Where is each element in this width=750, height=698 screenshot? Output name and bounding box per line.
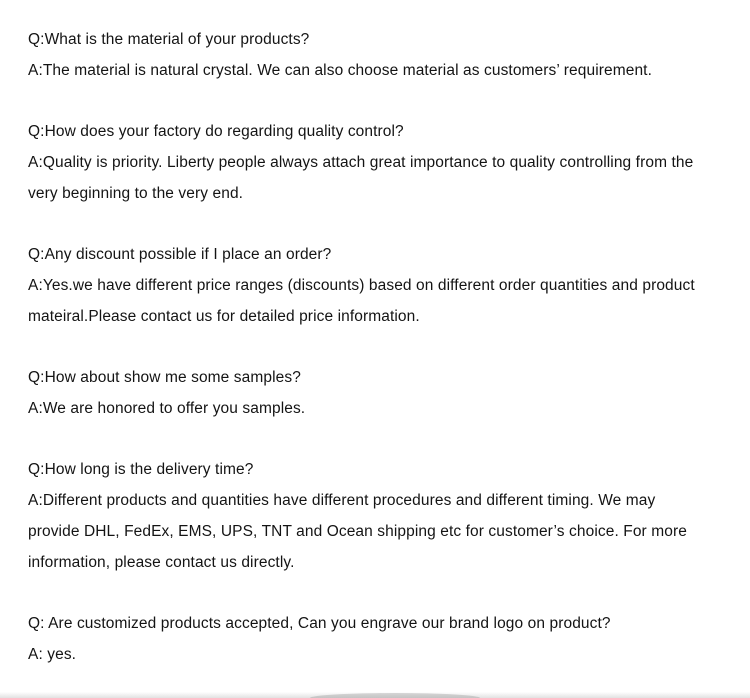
faq-item: [28, 362, 710, 424]
page-bottom-shadow: [0, 692, 750, 698]
faq-answer: A:We are honored to offer you samples.: [28, 400, 306, 417]
faq-list: [28, 24, 710, 670]
faq-answer: A:The material is natural crystal. We can also choose material as customers’ requirement.: [28, 62, 652, 79]
faq-question: Q:Any discount possible if I place an order?: [28, 246, 332, 263]
faq-answer: A:Different products and quantities have different procedures and different timing. We may provide DHL, FedEx, EMS, UPS, TNT and Ocean shipping etc for customer’s choice. For more information, please contact us directly.: [28, 492, 692, 571]
faq-answer: A: yes.: [28, 646, 77, 663]
faq-question: Q:How about show me some samples?: [28, 369, 301, 386]
faq-item: [28, 116, 710, 209]
faq-answer: A:Quality is priority. Liberty people always attach great importance to quality controlling from the very beginning to the very end.: [28, 154, 698, 202]
faq-question: Q:How does your factory do regarding quality control?: [28, 123, 404, 140]
faq-question: Q:How long is the delivery time?: [28, 461, 254, 478]
faq-question: Q:What is the material of your products?: [28, 31, 310, 48]
faq-answer: A:Yes.we have different price ranges (discounts) based on different order quantities and product mateiral.Please contact us for detailed price information.: [28, 277, 700, 325]
faq-item: [28, 24, 710, 86]
faq-item: [28, 454, 710, 578]
scan-smudge: [310, 693, 480, 698]
faq-item: [28, 239, 710, 332]
faq-item: [28, 608, 710, 670]
faq-question: Q: Are customized products accepted, Can you engrave our brand logo on product?: [28, 615, 611, 632]
